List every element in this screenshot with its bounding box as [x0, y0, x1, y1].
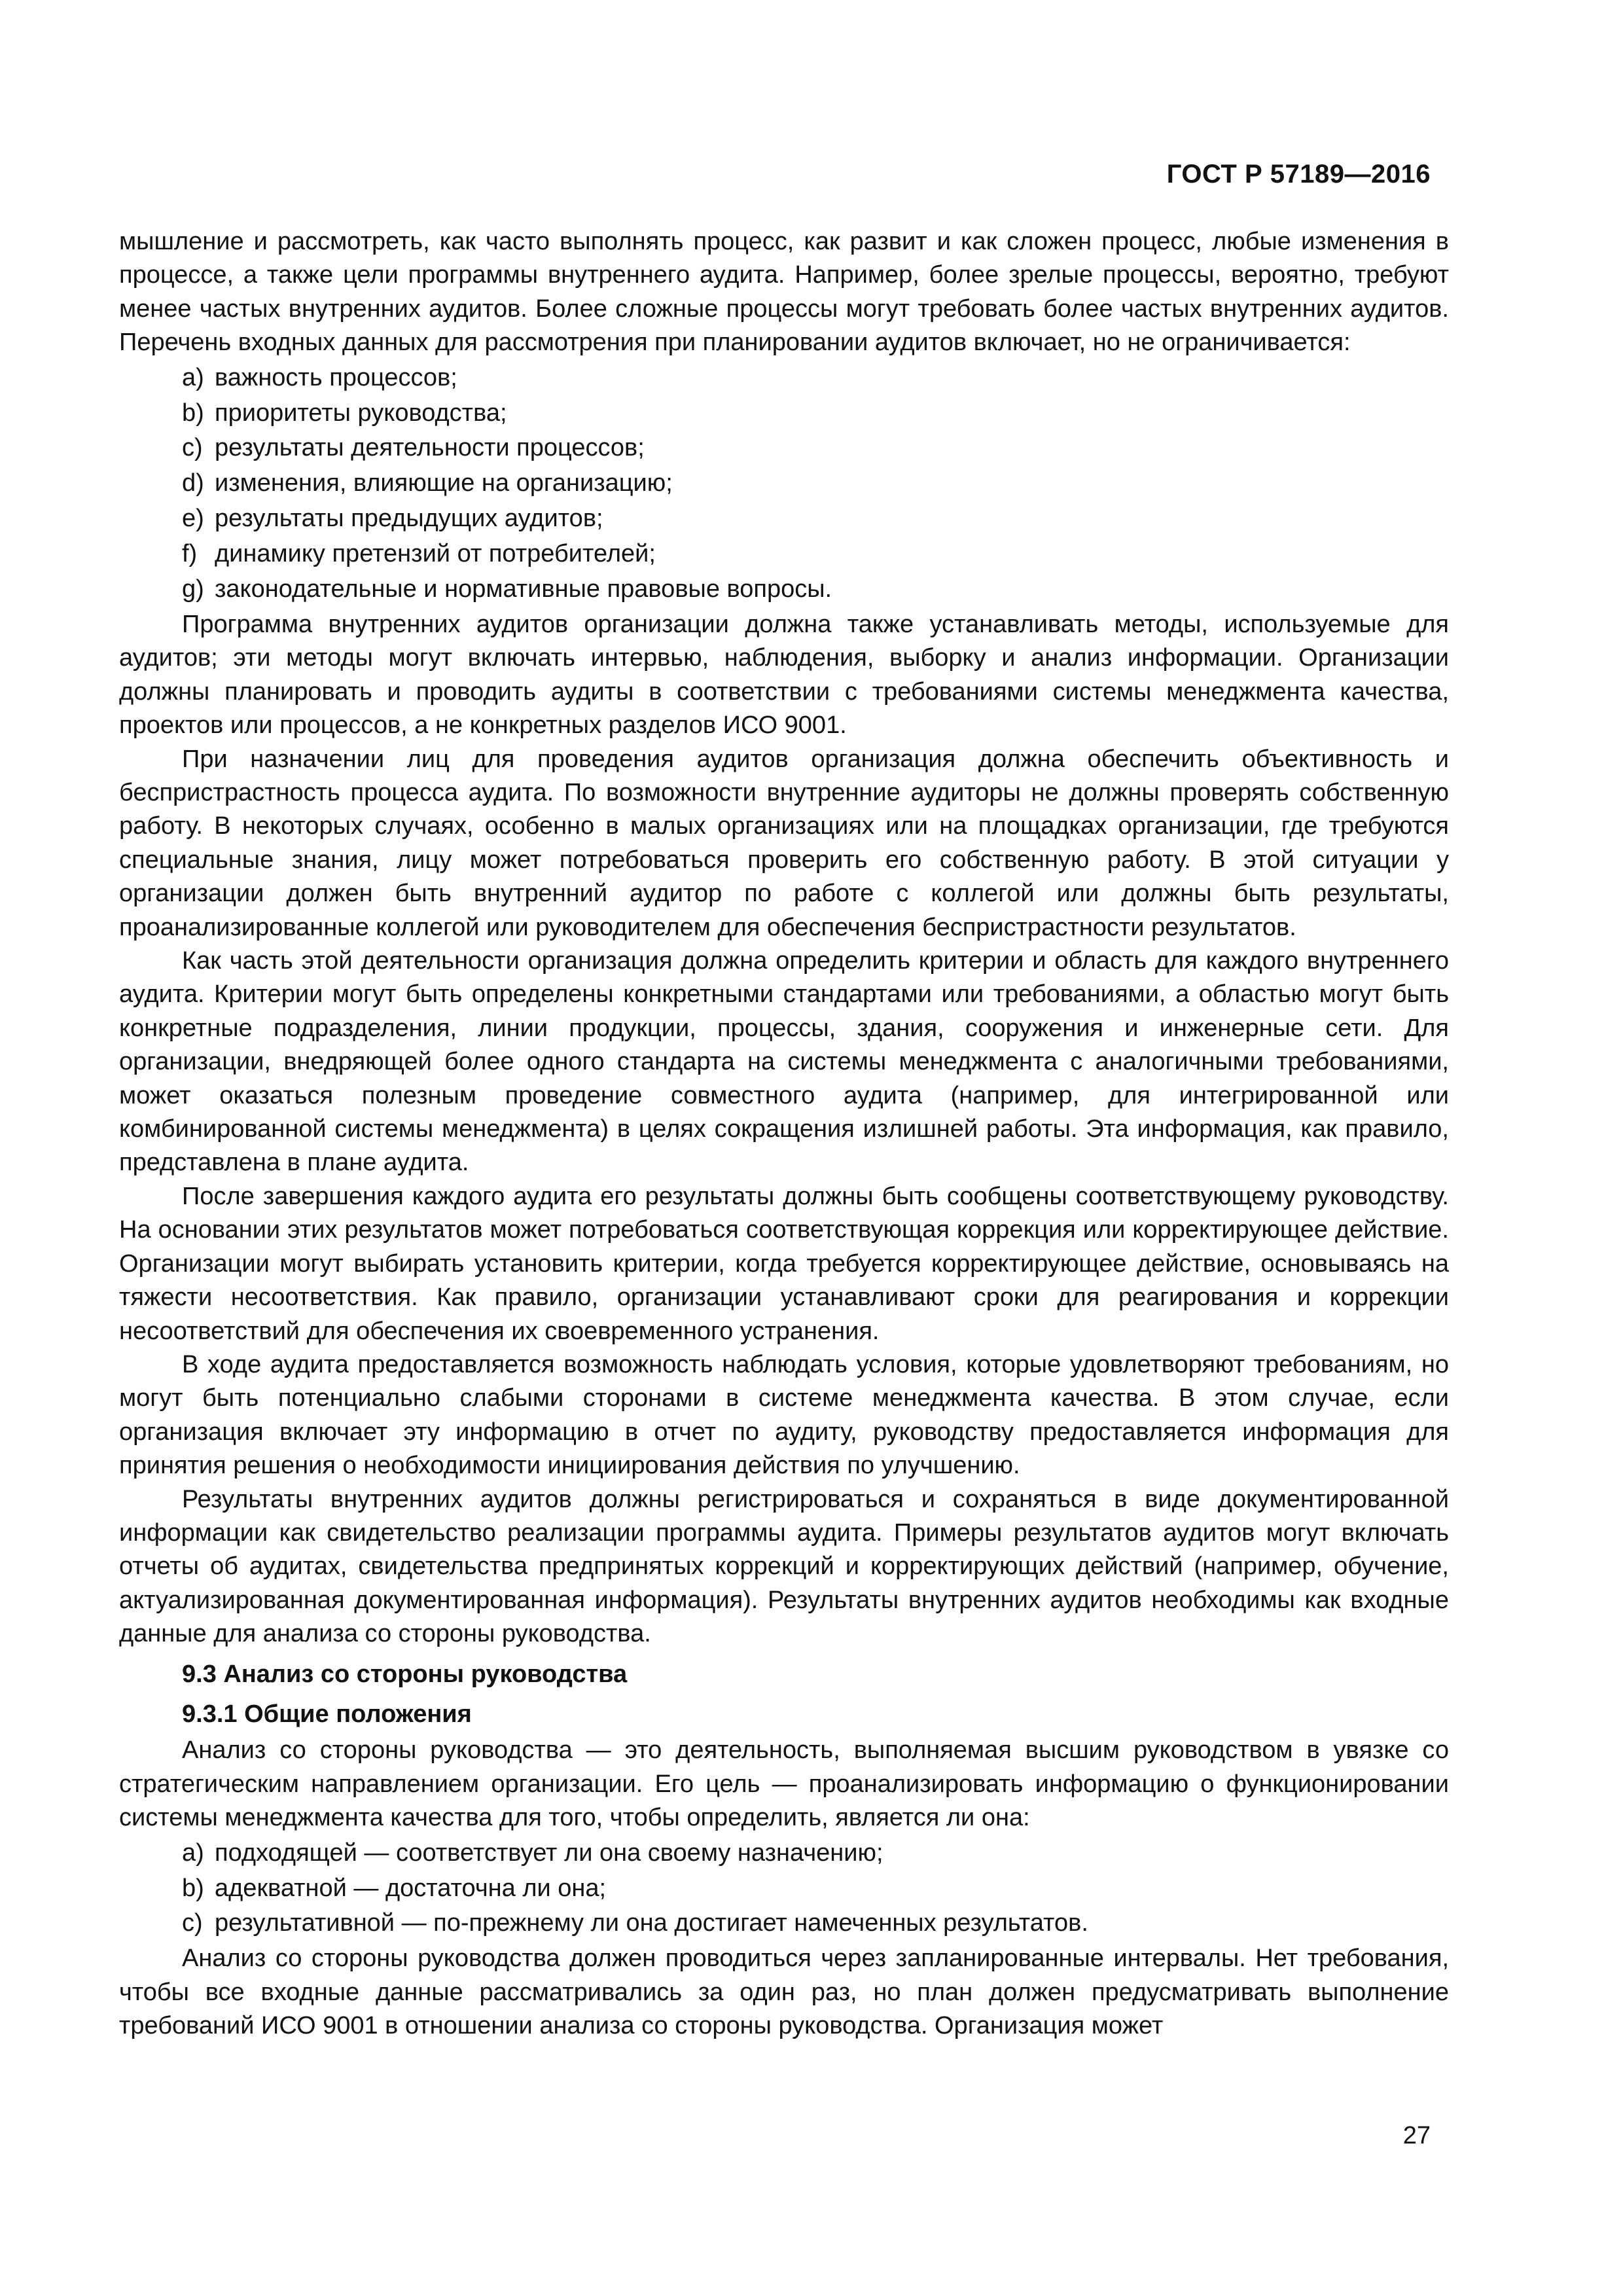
list-marker: b)	[182, 399, 204, 427]
list-item-text: адекватной — достаточна ли она;	[215, 1874, 607, 1902]
list-marker: c)	[182, 434, 203, 462]
list-item	[119, 573, 1449, 606]
list-item-text: приоритеты руководства;	[215, 399, 507, 427]
paragraph: При назначении лиц для проведения аудитов организация должна обеспечить объективность и беспристрастность процесса аудита. По возможности внутренние аудиторы не должны проверять собственную работу. В некоторых случаях, особенно в малых организациях или на площадках организации, где требуются специальные знания, лицу может потребоваться проверить его собственную работу. В этой ситуации у организации должен быть внутренний аудитор по работе с коллегой или должны быть результаты, проанализированные коллегой или руководителем для обеспечения беспристрастности результатов.	[119, 745, 1449, 941]
list-item	[119, 1872, 1449, 1905]
document-code-header: ГОСТ Р 57189—2016	[1166, 160, 1431, 188]
list-item-text: подходящей — соответствует ли она своему назначению;	[215, 1839, 883, 1867]
list-item	[119, 431, 1449, 465]
list-item	[119, 397, 1449, 430]
page-number: 27	[1402, 2122, 1431, 2149]
list-marker: d)	[182, 469, 204, 497]
list-item	[119, 361, 1449, 395]
paragraph: В ходе аудита предоставляется возможность наблюдать условия, которые удовлетворяют требованиям, но могут быть потенциально слабыми сторонами в системе менеджмента качества. В этом случае, если организация включает эту информацию в отчет по аудиту, руководству предоставляется информация для принятия решения о необходимости инициирования действия по улучшению.	[119, 1350, 1449, 1480]
list-item-text: важность процессов;	[215, 363, 457, 391]
paragraph: После завершения каждого аудита его результаты должны быть сообщены соответствующему руководству. На основании этих результатов может потребоваться соответствующая коррекция или корректирующее действие. Организации могут выбирать установить критерии, когда требуется корректирующее действие, основываясь на тяжести несоответствия. Как правило, организации устанавливают сроки для реагирования и коррекции несоответствий для обеспечения их своевременного устранения.	[119, 1182, 1449, 1345]
list-item	[119, 467, 1449, 500]
list-marker: b)	[182, 1874, 204, 1902]
list-item	[119, 502, 1449, 535]
list-marker: g)	[182, 575, 204, 603]
document-body	[119, 225, 1449, 2043]
review-criteria-list	[119, 1837, 1449, 1941]
list-marker: e)	[182, 505, 204, 533]
paragraph: Анализ со стороны руководства — это деятельность, выполняемая высшим руководством в увязке со стратегическим направлением организации. Его цель — проанализировать информацию о функционировании системы менеджмента качества для того, чтобы определить, является ли она:	[119, 1736, 1449, 1832]
paragraph: Анализ со стороны руководства должен проводиться через запланированные интервалы. Нет требования, чтобы все входные данные рассматривались за один раз, но план должен предусматривать выполнение требований ИСО 9001 в отношении анализа со стороны руководства. Организация может	[119, 1945, 1449, 2040]
list-item	[119, 1837, 1449, 1870]
list-marker: f)	[182, 540, 198, 568]
section-heading: 9.3 Анализ со стороны руководства	[182, 1660, 628, 1688]
list-marker: c)	[182, 1909, 203, 1937]
subsection-heading: 9.3.1 Общие положения	[182, 1700, 472, 1728]
paragraph: Как часть этой деятельности организация должна определить критерии и область для каждого внутреннего аудита. Критерии могут быть определены конкретными стандартами или требованиями, а областью могут быть конкретные подразделения, линии продукции, процессы, здания, сооружения и инженерные сети. Для организации, внедряющей более одного стандарта на системы менеджмента с аналогичными требованиями, может оказаться полезным проведение совместного аудита (например, для интегрированной или комбинированной системы менеджмента) в целях сокращения излишней работы. Эта информация, как правило, представлена в плане аудита.	[119, 947, 1449, 1177]
audit-inputs-list	[119, 361, 1449, 607]
list-item-text: изменения, влияющие на организацию;	[215, 469, 673, 497]
list-item-text: динамику претензий от потребителей;	[215, 540, 656, 568]
list-item-text: результативной — по-прежнему ли она достигает намеченных результатов.	[215, 1909, 1088, 1937]
list-item-text: законодательные и нормативные правовые вопросы.	[215, 575, 832, 603]
paragraph-continued: мышление и рассмотреть, как часто выполнять процесс, как развит и как сложен процесс, любые изменения в процессе, а также цели программы внутреннего аудита. Например, более зрелые процессы, вероятно, требуют менее частых внутренних аудитов. Более сложные процессы могут требовать более частых внутренних аудитов. Перечень входных данных для рассмотрения при планировании аудитов включает, но не ограничивается:	[119, 228, 1449, 357]
list-marker: a)	[182, 363, 204, 391]
list-item-text: результаты предыдущих аудитов;	[215, 505, 603, 533]
list-item	[119, 1907, 1449, 1940]
paragraph: Результаты внутренних аудитов должны регистрироваться и сохраняться в виде документированной информации как свидетельство реализации программы аудита. Примеры результатов аудитов могут включать отчеты об аудитах, свидетельства предпринятых коррекций и корректирующих действий (например, обучение, актуализированная документированная информация). Результаты внутренних аудитов необходимы как входные данные для анализа со стороны руководства.	[119, 1485, 1449, 1648]
paragraph: Программа внутренних аудитов организации должна также устанавливать методы, используемые для аудитов; эти методы могут включать интервью, наблюдения, выборку и анализ информации. Организации должны планировать и проводить аудиты в соответствии с требованиями системы менеджмента качества, проектов или процессов, а не конкретных разделов ИСО 9001.	[119, 610, 1449, 740]
list-marker: a)	[182, 1839, 204, 1867]
list-item	[119, 537, 1449, 571]
list-item-text: результаты деятельности процессов;	[215, 434, 645, 462]
